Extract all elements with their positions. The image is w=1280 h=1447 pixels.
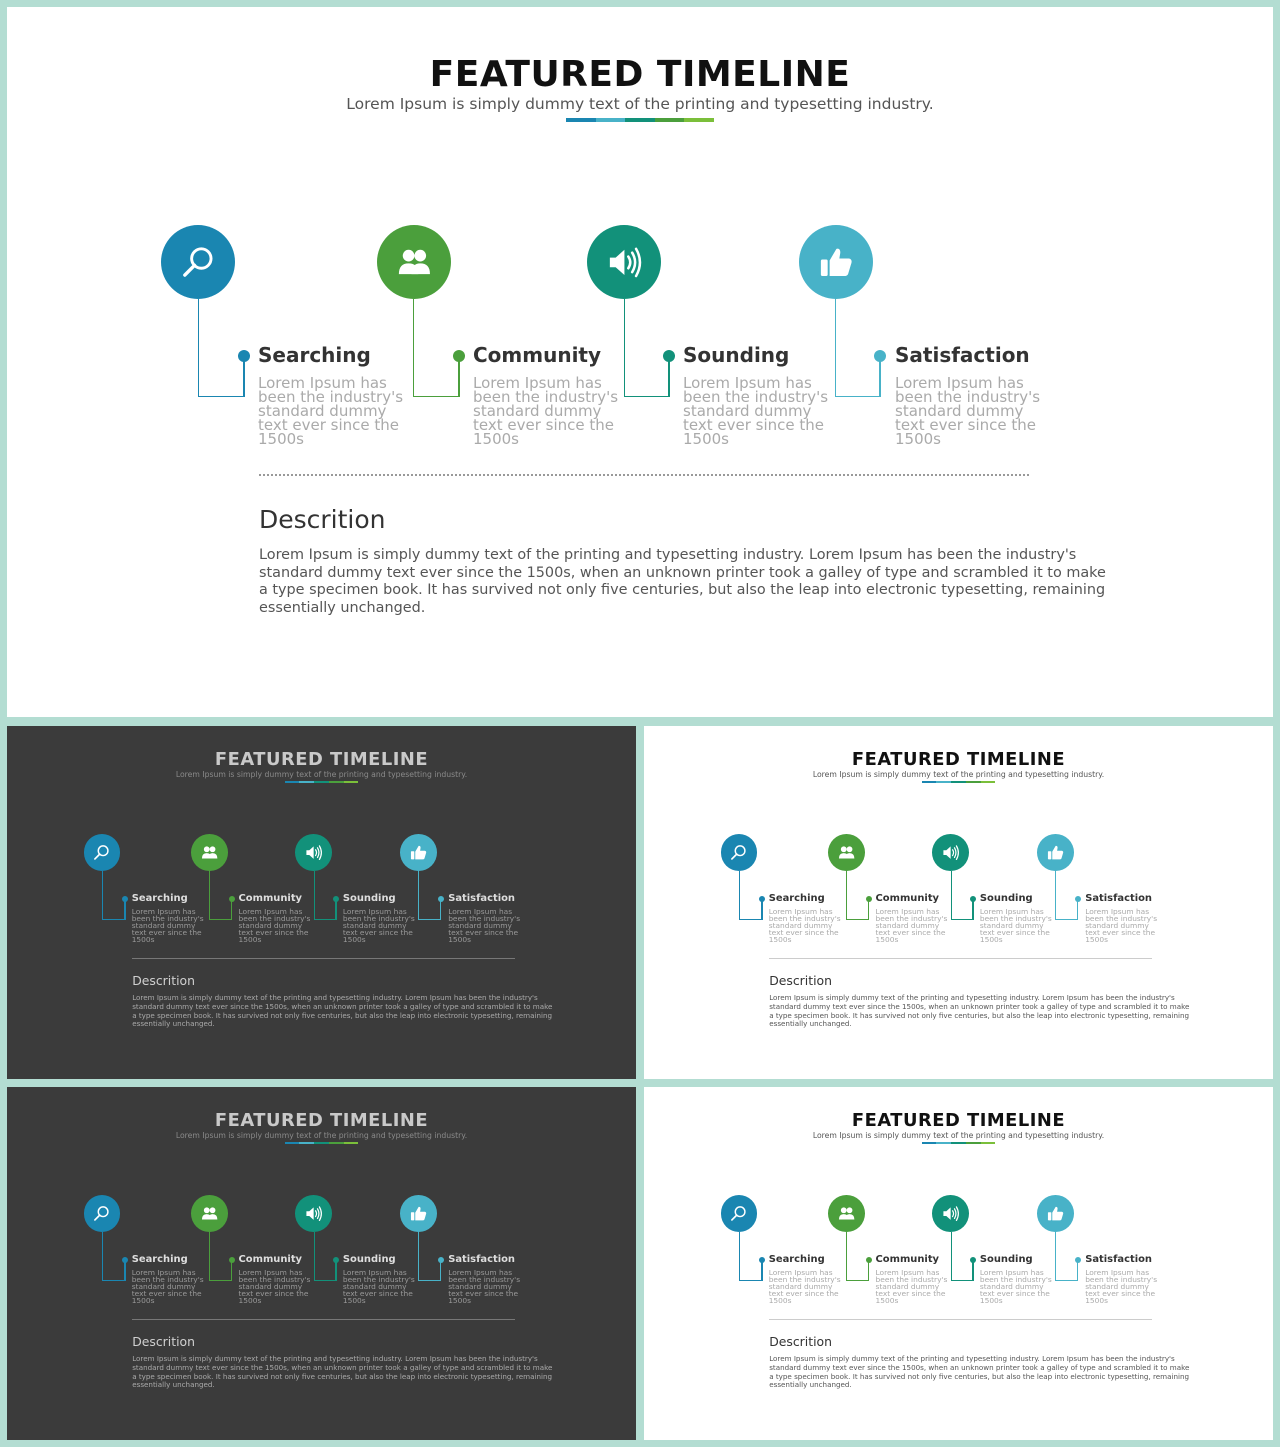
step-connector-riser	[458, 356, 460, 397]
step-connector-riser	[124, 899, 126, 919]
speaker-icon	[304, 1204, 323, 1223]
slide-dark-1	[7, 726, 636, 1079]
step-title: Sounding	[979, 892, 1033, 904]
description-line: a type specimen book. It has survived not only five centuries, but also the leap into electronic typesetting, remaining	[132, 1010, 553, 1020]
step-icon-circle	[587, 225, 661, 299]
step-description-line: Lorem Ipsum has	[342, 1268, 407, 1278]
step-connector	[209, 871, 232, 920]
description-line: standard dummy text ever since the 1500s, when an unknown printer took a galley of type and scrambled it to make	[769, 1362, 1190, 1372]
step-title: Searching	[768, 892, 825, 904]
step-description-line: been the industry's	[768, 914, 841, 924]
step-connector-riser	[972, 1260, 974, 1280]
step-connector	[951, 1232, 973, 1281]
description-body	[132, 1355, 552, 1390]
step-description-line: been the industry's	[238, 914, 311, 924]
step-description-line: standard dummy	[875, 1282, 940, 1292]
step-description	[239, 1270, 311, 1305]
step-description-line: 1500s	[238, 935, 262, 945]
step-description-line: text ever since the	[448, 928, 519, 938]
people-icon	[200, 1204, 219, 1223]
step-dot	[866, 896, 872, 902]
step-title: Searching	[131, 892, 188, 904]
step-connector-riser	[231, 899, 233, 919]
step-description-line: text ever since the	[875, 928, 946, 938]
thumbs-up-icon	[817, 243, 856, 282]
step-description-line: been the industry's	[768, 1275, 841, 1285]
section-divider	[769, 958, 1152, 959]
color-bar	[285, 781, 359, 783]
step-title: Searching	[258, 343, 371, 367]
description-line: essentially unchanged.	[769, 1019, 852, 1029]
color-bar	[566, 118, 714, 122]
thumbs-up-icon	[409, 843, 428, 862]
step-description-line: Lorem Ipsum has	[1085, 1268, 1150, 1278]
step-connector	[624, 299, 669, 397]
step-description-line: Lorem Ipsum has	[1085, 907, 1150, 917]
slide-dark-2	[7, 1087, 636, 1440]
step-dot	[333, 896, 339, 902]
step-dot	[229, 896, 235, 902]
step-description-line: been the industry's	[131, 914, 204, 924]
step-dot	[438, 896, 444, 902]
step-title: Satisfaction	[448, 892, 515, 904]
step-description-line: Lorem Ipsum has	[895, 374, 1024, 392]
step-connector	[314, 1232, 336, 1281]
step-connector	[102, 1232, 125, 1281]
step-description-line: Lorem Ipsum has	[238, 907, 303, 917]
step-description	[448, 909, 520, 944]
step-icon-circle	[400, 1195, 437, 1232]
step-icon-circle	[828, 1195, 865, 1232]
step-description-line: text ever since the	[473, 416, 614, 434]
step-description	[683, 376, 828, 446]
step-connector	[102, 871, 125, 920]
step-dot	[970, 1257, 976, 1263]
description-line: essentially unchanged.	[769, 1380, 852, 1390]
step-connector	[835, 299, 880, 397]
thumbs-up-icon	[1046, 1204, 1065, 1223]
step-description-line: Lorem Ipsum has	[683, 374, 812, 392]
step-dot	[229, 1257, 235, 1263]
step-icon-circle	[721, 834, 758, 871]
step-title: Satisfaction	[1085, 892, 1152, 904]
slide-subtitle: Lorem Ipsum is simply dummy text of the printing and typesetting industry.	[175, 769, 468, 779]
step-connector-riser	[335, 1260, 337, 1280]
step-description-line: Lorem Ipsum has	[875, 1268, 940, 1278]
step-description-line: standard dummy	[1085, 1282, 1149, 1292]
step-description-line: been the industry's	[895, 388, 1041, 406]
step-description-line: standard dummy	[238, 921, 303, 931]
magnifier-icon	[729, 1204, 748, 1223]
step-description-line: Lorem Ipsum has	[448, 907, 513, 917]
step-description	[239, 909, 311, 944]
step-description-line: text ever since the	[258, 416, 399, 434]
step-connector-riser	[972, 899, 974, 919]
step-description-line: Lorem Ipsum has	[448, 1268, 513, 1278]
step-description-line: 1500s	[768, 935, 792, 945]
step-connector-riser	[1077, 1260, 1079, 1280]
step-connector	[739, 871, 762, 920]
step-connector-riser	[440, 1260, 442, 1280]
step-icon-circle	[295, 1195, 332, 1232]
step-icon-circle	[161, 225, 235, 299]
step-description-line: 1500s	[131, 1296, 155, 1306]
people-icon	[837, 1204, 856, 1223]
step-description-line: standard dummy	[768, 921, 833, 931]
step-description	[980, 1270, 1052, 1305]
speaker-icon	[605, 243, 644, 282]
step-icon-circle	[84, 834, 121, 871]
magnifier-icon	[179, 243, 218, 282]
slide-title: FEATURED TIMELINE	[851, 748, 1066, 770]
step-description-line: 1500s	[131, 935, 155, 945]
description-line: Lorem Ipsum is simply dummy text of the printing and typesetting industry. Lorem Ipsum has been the industry's	[769, 1354, 1175, 1364]
step-connector	[209, 1232, 232, 1281]
step-description-line: text ever since the	[342, 928, 413, 938]
step-description-line: standard dummy	[342, 1282, 407, 1292]
description-heading: Descrition	[769, 973, 832, 989]
step-description-line: been the industry's	[1085, 1275, 1158, 1285]
step-connector-riser	[335, 899, 337, 919]
step-description-line: Lorem Ipsum has	[473, 374, 602, 392]
step-description-line: standard dummy	[131, 1282, 196, 1292]
step-title: Sounding	[683, 343, 790, 367]
step-dot	[122, 1257, 128, 1263]
slide-light-1	[644, 726, 1273, 1079]
step-description	[258, 376, 403, 446]
step-description-line: 1500s	[238, 1296, 262, 1306]
step-dot	[970, 896, 976, 902]
step-icon-circle	[400, 834, 437, 871]
step-description	[473, 376, 618, 446]
step-dot	[1075, 896, 1081, 902]
step-description-line: 1500s	[1085, 935, 1108, 945]
step-description-line: text ever since the	[1085, 1289, 1156, 1299]
step-description-line: 1500s	[448, 1296, 471, 1306]
step-connector-riser	[440, 899, 442, 919]
step-connector	[413, 299, 459, 397]
step-description-line: 1500s	[683, 430, 729, 448]
step-dot	[759, 1257, 765, 1263]
slide-subtitle: Lorem Ipsum is simply dummy text of the printing and typesetting industry.	[175, 1130, 468, 1140]
step-title: Community	[473, 343, 602, 367]
step-connector	[846, 1232, 869, 1281]
description-line: essentially unchanged.	[132, 1019, 215, 1029]
step-connector	[198, 299, 244, 397]
step-description-line: Lorem Ipsum has	[875, 907, 940, 917]
step-description	[876, 1270, 948, 1305]
description-line: a type specimen book. It has survived not only five centuries, but also the leap into electronic typesetting, remaining	[769, 1371, 1190, 1381]
people-icon	[200, 843, 219, 862]
step-description	[1085, 1270, 1157, 1305]
step-description-line: text ever since the	[238, 1289, 309, 1299]
step-description-line: standard dummy	[448, 921, 512, 931]
description-line: Lorem Ipsum is simply dummy text of the printing and typesetting industry. Lorem Ipsum has been the industry's	[769, 993, 1175, 1003]
step-description	[343, 1270, 415, 1305]
step-description-line: 1500s	[979, 1296, 1003, 1306]
step-description-line: text ever since the	[683, 416, 824, 434]
step-description-line: been the industry's	[131, 1275, 204, 1285]
step-description-line: standard dummy	[979, 921, 1044, 931]
step-connector-riser	[868, 1260, 870, 1280]
description-line: standard dummy text ever since the 1500s, when an unknown printer took a galley of type and scrambled it to make	[259, 564, 1106, 581]
step-connector	[951, 871, 973, 920]
description-line: a type specimen book. It has survived not only five centuries, but also the leap into electronic typesetting, remaining	[259, 582, 1106, 598]
step-icon-circle	[721, 1195, 758, 1232]
speaker-icon	[941, 843, 960, 862]
step-description-line: text ever since the	[895, 416, 1036, 434]
step-dot	[122, 896, 128, 902]
step-description	[132, 909, 204, 944]
step-connector	[739, 1232, 762, 1281]
step-icon-circle	[799, 225, 873, 299]
step-dot	[663, 350, 675, 362]
step-icon-circle	[295, 834, 332, 871]
color-bar	[922, 1142, 996, 1144]
step-connector-riser	[868, 899, 870, 919]
step-icon-circle	[828, 834, 865, 871]
step-description-line: Lorem Ipsum has	[131, 907, 196, 917]
description-body	[769, 1355, 1189, 1390]
step-title: Sounding	[342, 1253, 396, 1265]
step-description-line: text ever since the	[448, 1289, 519, 1299]
step-description-line: been the industry's	[258, 388, 404, 406]
description-line: standard dummy text ever since the 1500s, when an unknown printer took a galley of type and scrambled it to make	[769, 1001, 1190, 1011]
step-description-line: standard dummy	[895, 402, 1024, 420]
description-line: essentially unchanged.	[259, 599, 426, 616]
description-body	[132, 994, 552, 1029]
step-title: Community	[875, 1253, 940, 1265]
step-title: Community	[238, 892, 303, 904]
step-description-line: text ever since the	[875, 1289, 946, 1299]
step-dot	[866, 1257, 872, 1263]
description-line: Lorem Ipsum is simply dummy text of the printing and typesetting industry. Lorem Ipsum has been the industry's	[132, 1354, 538, 1364]
step-connector	[418, 871, 440, 920]
step-description-line: standard dummy	[875, 921, 940, 931]
step-connector-riser	[1077, 899, 1079, 919]
step-icon-circle	[191, 1195, 228, 1232]
step-dot	[759, 896, 765, 902]
step-dot	[874, 350, 886, 362]
magnifier-icon	[729, 843, 748, 862]
step-description-line: Lorem Ipsum has	[768, 1268, 833, 1278]
step-description	[769, 909, 841, 944]
step-icon-circle	[84, 1195, 121, 1232]
step-connector-riser	[231, 1260, 233, 1280]
step-description-line: standard dummy	[342, 921, 407, 931]
color-bar	[922, 781, 996, 783]
step-description-line: been the industry's	[875, 914, 948, 924]
step-icon-circle	[191, 834, 228, 871]
step-description-line: been the industry's	[683, 388, 829, 406]
step-description-line: Lorem Ipsum has	[768, 907, 833, 917]
step-connector-riser	[761, 899, 763, 919]
step-description-line: been the industry's	[342, 914, 415, 924]
section-divider	[259, 474, 1029, 476]
step-dot	[453, 350, 465, 362]
step-description-line: 1500s	[258, 430, 304, 448]
step-description	[132, 1270, 204, 1305]
people-icon	[837, 843, 856, 862]
step-description-line: standard dummy	[258, 402, 387, 420]
step-connector	[846, 871, 869, 920]
step-description	[980, 909, 1052, 944]
description-body	[769, 994, 1189, 1029]
step-description-line: 1500s	[875, 935, 899, 945]
people-icon	[395, 243, 434, 282]
step-description-line: been the industry's	[979, 1275, 1052, 1285]
step-connector	[1055, 1232, 1077, 1281]
step-description-line: been the industry's	[979, 914, 1052, 924]
slide-title: FEATURED TIMELINE	[214, 748, 429, 770]
step-title: Satisfaction	[448, 1253, 515, 1265]
description-line: Lorem Ipsum is simply dummy text of the printing and typesetting industry. Lorem Ipsum has been the industry's	[132, 993, 538, 1003]
step-description-line: text ever since the	[768, 1289, 839, 1299]
step-description-line: Lorem Ipsum has	[979, 1268, 1044, 1278]
step-description-line: been the industry's	[875, 1275, 948, 1285]
step-description-line: been the industry's	[448, 1275, 521, 1285]
step-connector-riser	[879, 356, 881, 397]
step-connector-riser	[761, 1260, 763, 1280]
step-title: Sounding	[979, 1253, 1033, 1265]
step-description-line: Lorem Ipsum has	[131, 1268, 196, 1278]
step-description-line: Lorem Ipsum has	[342, 907, 407, 917]
step-description-line: text ever since the	[131, 1289, 202, 1299]
step-title: Satisfaction	[895, 343, 1030, 367]
slide-title: FEATURED TIMELINE	[851, 1109, 1066, 1131]
slide-subtitle: Lorem Ipsum is simply dummy text of the printing and typesetting industry.	[812, 1130, 1105, 1140]
magnifier-icon	[92, 1204, 111, 1223]
step-description-line: 1500s	[895, 430, 941, 448]
step-description-line: standard dummy	[131, 921, 196, 931]
description-heading: Descrition	[132, 973, 195, 989]
step-dot	[238, 350, 250, 362]
step-title: Sounding	[342, 892, 396, 904]
step-description	[769, 1270, 841, 1305]
step-description	[876, 909, 948, 944]
step-description-line: standard dummy	[979, 1282, 1044, 1292]
slide-title: FEATURED TIMELINE	[429, 54, 851, 95]
step-title: Searching	[131, 1253, 188, 1265]
step-icon-circle	[932, 834, 969, 871]
description-line: standard dummy text ever since the 1500s, when an unknown printer took a galley of type and scrambled it to make	[132, 1001, 553, 1011]
slide-title: FEATURED TIMELINE	[214, 1109, 429, 1131]
step-icon-circle	[377, 225, 451, 299]
step-dot	[438, 1257, 444, 1263]
step-icon-circle	[932, 1195, 969, 1232]
step-description-line: standard dummy	[448, 1282, 512, 1292]
step-description	[895, 376, 1040, 446]
step-description-line: 1500s	[979, 935, 1003, 945]
step-description-line: text ever since the	[238, 928, 309, 938]
step-description-line: 1500s	[473, 430, 519, 448]
step-icon-circle	[1037, 834, 1074, 871]
step-description	[448, 1270, 520, 1305]
step-description-line: 1500s	[768, 1296, 792, 1306]
step-description-line: standard dummy	[238, 1282, 303, 1292]
magnifier-icon	[92, 843, 111, 862]
step-description-line: 1500s	[875, 1296, 899, 1306]
step-description	[1085, 909, 1157, 944]
step-dot	[1075, 1257, 1081, 1263]
section-divider	[132, 958, 515, 959]
step-description-line: text ever since the	[131, 928, 202, 938]
step-description-line: been the industry's	[342, 1275, 415, 1285]
step-description-line: been the industry's	[448, 914, 521, 924]
slide-subtitle: Lorem Ipsum is simply dummy text of the printing and typesetting industry.	[812, 769, 1105, 779]
slide-light-2	[644, 1087, 1273, 1440]
section-divider	[769, 1319, 1152, 1320]
step-description-line: been the industry's	[473, 388, 619, 406]
description-heading: Descrition	[259, 505, 386, 534]
step-description-line: Lorem Ipsum has	[258, 374, 387, 392]
speaker-icon	[304, 843, 323, 862]
step-icon-circle	[1037, 1195, 1074, 1232]
step-description-line: text ever since the	[1085, 928, 1156, 938]
step-description-line: Lorem Ipsum has	[979, 907, 1044, 917]
description-line: a type specimen book. It has survived not only five centuries, but also the leap into electronic typesetting, remaining	[769, 1010, 1190, 1020]
step-description-line: standard dummy	[473, 402, 602, 420]
step-title: Community	[238, 1253, 303, 1265]
step-description-line: 1500s	[342, 1296, 366, 1306]
color-bar	[285, 1142, 359, 1144]
thumbs-up-icon	[1046, 843, 1065, 862]
step-title: Community	[875, 892, 940, 904]
step-connector-riser	[124, 1260, 126, 1280]
step-description-line: text ever since the	[979, 1289, 1050, 1299]
step-title: Satisfaction	[1085, 1253, 1152, 1265]
step-description-line: text ever since the	[979, 928, 1050, 938]
step-description-line: standard dummy	[768, 1282, 833, 1292]
step-description-line: text ever since the	[768, 928, 839, 938]
step-description-line: 1500s	[342, 935, 366, 945]
step-connector	[314, 871, 336, 920]
description-body	[259, 547, 1106, 617]
step-description-line: been the industry's	[1085, 914, 1158, 924]
slide-main	[7, 7, 1273, 717]
step-description-line: been the industry's	[238, 1275, 311, 1285]
step-description-line: standard dummy	[683, 402, 812, 420]
description-line: Lorem Ipsum is simply dummy text of the printing and typesetting industry. Lorem Ipsum has been the industry's	[259, 547, 1077, 563]
section-divider	[132, 1319, 515, 1320]
step-connector	[418, 1232, 440, 1281]
description-heading: Descrition	[769, 1334, 832, 1350]
speaker-icon	[941, 1204, 960, 1223]
step-connector	[1055, 871, 1077, 920]
description-line: a type specimen book. It has survived not only five centuries, but also the leap into electronic typesetting, remaining	[132, 1371, 553, 1381]
step-description-line: Lorem Ipsum has	[238, 1268, 303, 1278]
description-heading: Descrition	[132, 1334, 195, 1350]
step-description-line: 1500s	[448, 935, 471, 945]
step-description-line: 1500s	[1085, 1296, 1108, 1306]
step-title: Searching	[768, 1253, 825, 1265]
description-line: standard dummy text ever since the 1500s, when an unknown printer took a galley of type and scrambled it to make	[132, 1362, 553, 1372]
step-connector-riser	[668, 356, 670, 397]
description-line: essentially unchanged.	[132, 1380, 215, 1390]
step-description-line: standard dummy	[1085, 921, 1149, 931]
slide-subtitle: Lorem Ipsum is simply dummy text of the printing and typesetting industry.	[346, 95, 934, 113]
step-description-line: text ever since the	[342, 1289, 413, 1299]
step-connector-riser	[243, 356, 245, 397]
step-description	[343, 909, 415, 944]
thumbs-up-icon	[409, 1204, 428, 1223]
step-dot	[333, 1257, 339, 1263]
